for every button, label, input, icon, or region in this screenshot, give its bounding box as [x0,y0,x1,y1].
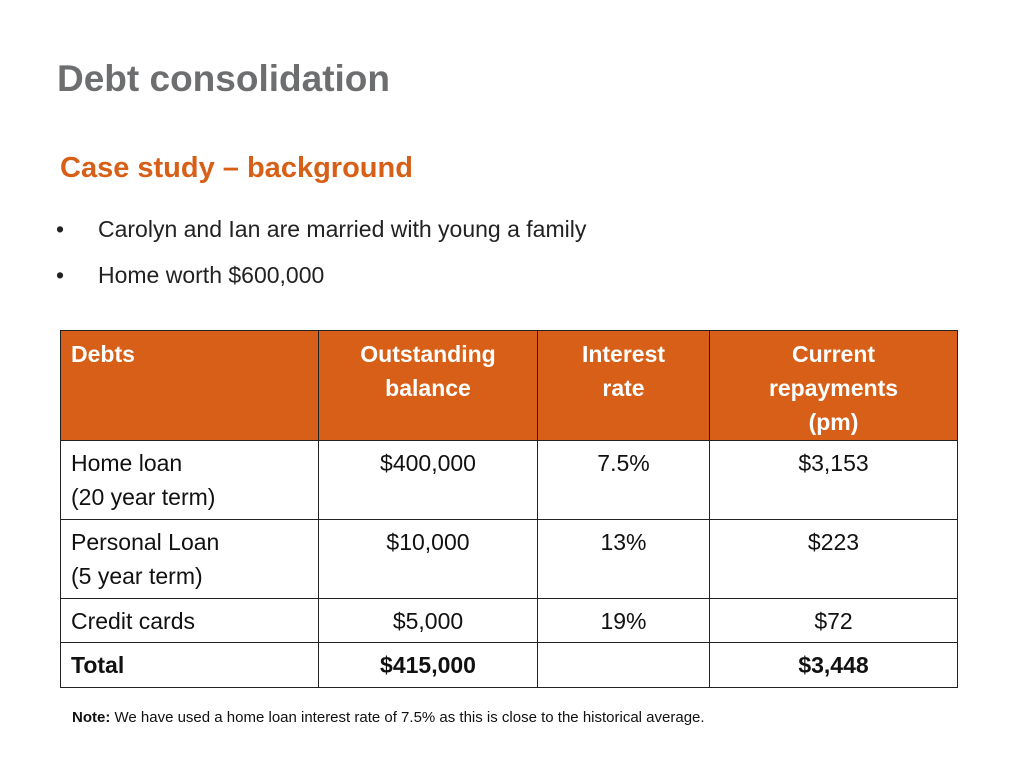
balance-cell: $10,000 [319,520,538,599]
rate-cell: 13% [538,520,710,599]
repayment-cell: $223 [710,520,958,599]
table-row [61,520,958,599]
repayment-cell: $72 [710,599,958,643]
total-repayment-cell: $3,448 [710,643,958,688]
balance-cell: $5,000 [319,599,538,643]
debt-name-cell: Personal Loan (5 year term) [61,520,319,599]
total-balance-cell: $415,000 [319,643,538,688]
footnote [72,709,705,726]
header-debts: Debts [61,331,319,441]
header-interest-rate: Interest rate [538,331,710,441]
table-total-row [61,643,958,688]
list-item [56,258,586,304]
header-current-repayments: Current repayments (pm) [710,331,958,441]
page-title: Debt consolidation [57,58,390,99]
balance-cell: $400,000 [319,441,538,520]
bullet-icon: • [56,216,65,242]
note-text: We have used a home loan interest rate of 7.5% as this is close to the historical average. [110,709,705,726]
debts-table [60,330,958,688]
section-subtitle: Case study – background [60,152,413,184]
table-row [61,599,958,643]
debt-name-cell: Home loan (20 year term) [61,441,319,520]
header-outstanding-balance: Outstanding balance [319,331,538,441]
bullet-icon: • [56,262,65,288]
bullet-text: Carolyn and Ian are married with young a family [98,216,587,242]
repayment-cell: $3,153 [710,441,958,520]
rate-cell: 19% [538,599,710,643]
bullet-list [56,212,586,304]
total-rate-cell [538,643,710,688]
debt-name-cell: Credit cards [61,599,319,643]
table-row [61,441,958,520]
rate-cell: 7.5% [538,441,710,520]
total-label-cell: Total [61,643,319,688]
list-item [56,212,586,258]
bullet-text: Home worth $600,000 [98,262,325,288]
table-header-row [61,331,958,441]
note-label: Note: [72,709,111,726]
